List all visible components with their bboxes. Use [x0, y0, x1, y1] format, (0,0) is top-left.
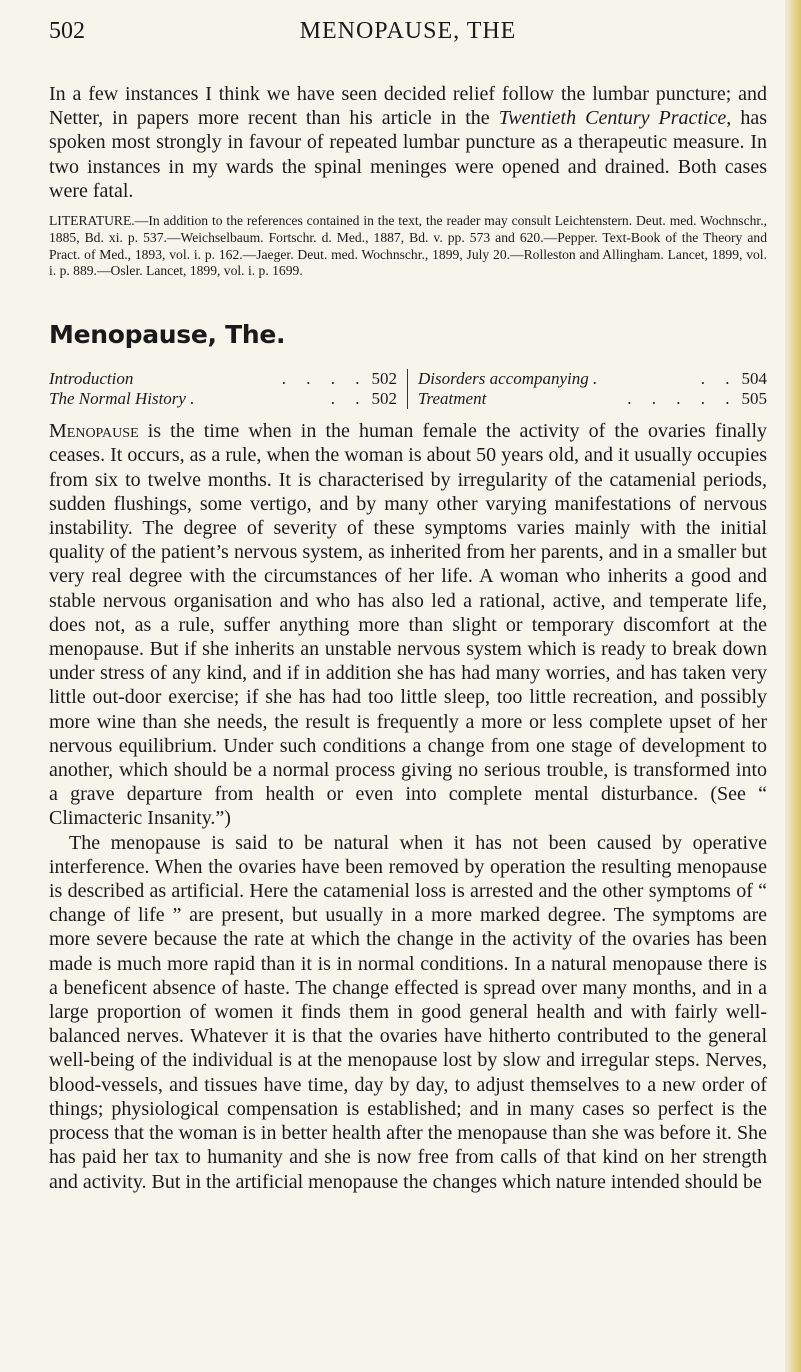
- toc-left-column: [49, 369, 408, 409]
- toc-right-column: [408, 369, 767, 409]
- toc-entry: Disorders accompanying . . . 504: [418, 369, 767, 389]
- page-edge: [785, 0, 801, 1372]
- page-number: 502: [49, 18, 85, 44]
- paragraph-natural-artificial: The menopause is said to be natural when it has not been caused by operative interference. When the ovaries have been removed by operation the resulting menopause is described as artificial. Here the catamenial loss is arrested and the other symptoms of “ change of life ” are present, but usually in a more marked degree. The symptoms are more severe because the rate at which the change in the activity of the ovaries has been made is much more rapid than it is in normal conditions. In a natural menopause there is a beneficent absence of haste. The change effected is spread over many months, and in a large proportion of women it finds them in good general health and with fairly well-balanced nerves. Whatever it is that the ovaries have hitherto contributed to the general well-being of the individual is at the menopause lost by slow and irregular steps. Nerves, blood-vessels, and tissues have time, day by day, to adjust themselves to a new order of things; physiological compensation is established; and in many cases so perfect is the process that the woman is in better health after the menopause than she was before it. She has paid her tax to humanity and she is now free from calls of that kind on her strength and activity. But in the artificial menopause the changes which nature intended should be: [49, 831, 767, 1193]
- paragraph-definition: Menopause is the time when in the human female the activity of the ovaries finally ceases. It occurs, as a rule, when the woman is about 50 years old, and it usually occupies from six to twelve months. It is characterised by irregularity of the catamenial periods, sudden flushings, some vertigo, and by many other varying manifestations of nervous instability. The degree of severity of these symptoms varies mainly with the initial quality of the patient’s nervous system, as inherited from her parents, and in a smaller but very real degree with the circumstances of her life. A woman who inherits a good and stable nervous organisation and who has also led a rational, active, and temperate life, does not, as a rule, suffer anything more than slight or temporary discomfort at the menopause. But if she inherits an unstable nervous system which is ready to break down under stress of any kind, and if in addition she has had many worries, and has taken very little out-door exercise; if she has had too little sleep, too little recreation, and possibly more wine than she needs, the result is frequently a more or less complete upset of her nervous equilibrium. Under such conditions a change from one stage of development to another, which should be a normal process giving no serious trouble, is transformed into a grave departure from health or even into complete mental disturbance. (See “ Climacteric Insanity.”): [49, 420, 768, 830]
- toc-entry: Treatment . . . . . 505: [418, 389, 767, 409]
- article-title: Menopause, The.: [49, 320, 286, 350]
- literature-note: LITERATURE.—In addition to the references contained in the text, the reader may consult Leichtenstern. Deut. med. Wochnschr., 1885, Bd. xi. p. 537.—Weichselbaum. Fortschr. d. Med., 1887, Bd. v. pp. 573 and 620.—Pepper. Text-Book of the Theory and Pract. of Med., 1893, vol. i. p. 162.—Jaeger. Deut. med. Wochnschr., 1899, July 20.—Rolleston and Allingham. Lancet, 1899, vol. i. p. 889.—Osler. Lancet, 1899, vol. i. p. 1699.: [49, 213, 767, 279]
- toc-entry: The Normal History . . . 502: [49, 389, 397, 409]
- book-page: [49, 18, 767, 1194]
- toc-entry: Introduction . . . . 502: [49, 369, 397, 389]
- page-header: [49, 18, 767, 50]
- running-title: MENOPAUSE, THE: [299, 18, 517, 44]
- intro-paragraph: In a few instances I think we have seen decided relief follow the lumbar puncture; and Netter, in papers more recent than his article in the Twentieth Century Practice, has spoken most strongly in favour of repeated lumbar puncture as a therapeutic measure. In two instances in my wards the spinal meninges were opened and drained. Both cases were fatal.: [49, 83, 767, 202]
- table-of-contents: [49, 369, 767, 409]
